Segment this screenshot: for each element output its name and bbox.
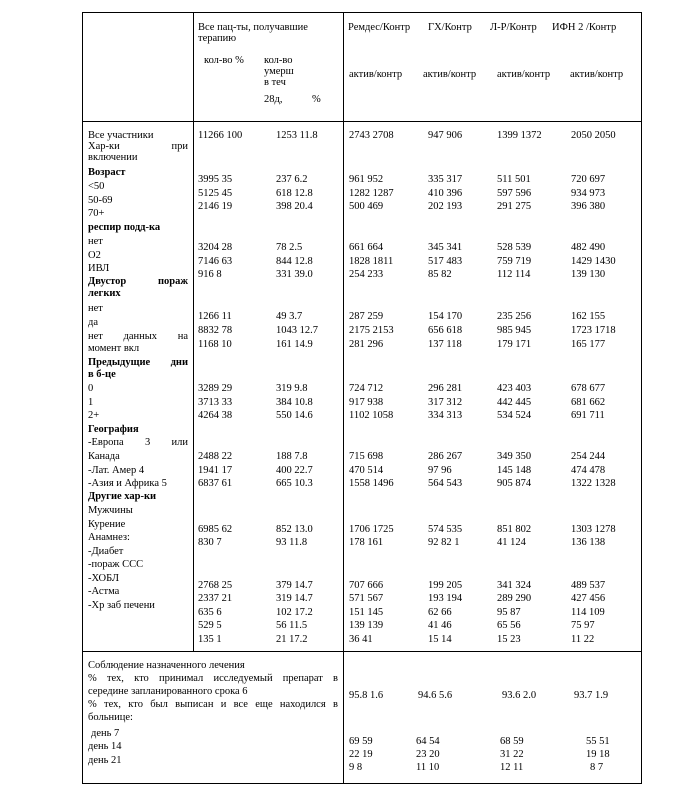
adherence-d7-ifn: 55 51 xyxy=(586,736,610,747)
table-cell: 4264 38 xyxy=(198,410,233,421)
label-smoking: Курение xyxy=(88,519,126,530)
table-cell: 93 11.8 xyxy=(276,537,308,548)
table-cell: 550 14.6 xyxy=(276,410,313,421)
table-cell: 715 698 xyxy=(349,451,384,462)
label-all: Все участники xyxy=(88,130,154,141)
label-prev-2: в б-це xyxy=(88,369,116,380)
table-cell: 916 8 xyxy=(198,269,222,280)
label-diabetes: -Диабет xyxy=(88,546,124,557)
label-char-1: Хар-ки при xyxy=(88,141,188,152)
table-cell: 3995 35 xyxy=(198,174,233,185)
table-cell: 95 87 xyxy=(497,607,521,618)
deaths-heading-3: в теч xyxy=(264,77,286,88)
adherence-title: Соблюдение назначенного лечения xyxy=(88,660,245,671)
table-cell: 656 618 xyxy=(428,325,463,336)
table-cell: 571 567 xyxy=(349,593,384,604)
table-cell: 1941 17 xyxy=(198,465,233,476)
label-prev-2plus: 2+ xyxy=(88,410,100,421)
adherence-d14-remdes: 22 19 xyxy=(349,749,373,760)
table-cell: 844 12.8 xyxy=(276,256,313,267)
label-europe-1: -Европа 3 или xyxy=(88,437,188,448)
table-cell: 179 171 xyxy=(497,339,532,350)
table-cell: 41 46 xyxy=(428,620,452,631)
table-cell: 135 1 xyxy=(198,634,222,645)
table-cell: 199 205 xyxy=(428,580,463,591)
table-cell: 564 543 xyxy=(428,478,463,489)
table-cell: 139 130 xyxy=(571,269,606,280)
table-cell: 6837 61 xyxy=(198,478,233,489)
table-cell: 237 6.2 xyxy=(276,174,308,185)
table-cell: 707 666 xyxy=(349,580,384,591)
table-cell: 162 155 xyxy=(571,311,606,322)
table-cell: 1558 1496 xyxy=(349,478,394,489)
adherence-d21-hcq: 11 10 xyxy=(416,762,440,773)
label-geo: География xyxy=(88,424,139,435)
label-nodata-1: нет данных на xyxy=(88,331,188,342)
table-cell: 335 317 xyxy=(428,174,463,185)
table-cell: 5125 45 xyxy=(198,188,233,199)
table-cell: 137 118 xyxy=(428,339,462,350)
table-cell: 291 275 xyxy=(497,201,532,212)
table-cell: 296 281 xyxy=(428,383,463,394)
table-cell: 21 17.2 xyxy=(276,634,308,645)
label-prev-0: 0 xyxy=(88,383,94,394)
label-men: Мужчины xyxy=(88,505,133,516)
table-cell: 482 490 xyxy=(571,242,606,253)
all-patients-heading-cont: терапию xyxy=(198,33,237,44)
table-cell: 384 10.8 xyxy=(276,397,313,408)
table-cell: 1399 1372 xyxy=(497,130,542,141)
table-cell: 65 56 xyxy=(497,620,521,631)
label-bilat-1: Двустор пораж xyxy=(88,276,188,287)
deaths-heading-1: кол-во xyxy=(264,55,293,66)
table-cell: 1303 1278 xyxy=(571,524,616,535)
adherence-p1-line1: % тех, кто принимал исследуемый препарат в xyxy=(88,673,338,684)
table-cell: 379 14.7 xyxy=(276,580,313,591)
adherence-d21-ifn: 8 7 xyxy=(590,762,604,773)
table-cell: 92 82 1 xyxy=(428,537,460,548)
table-cell: 331 39.0 xyxy=(276,269,313,280)
table-cell: 188 7.8 xyxy=(276,451,308,462)
table-cell: 400 22.7 xyxy=(276,465,313,476)
label-bilat-2: легких xyxy=(88,288,121,299)
table-cell: 1723 1718 xyxy=(571,325,616,336)
label-other: Другие хар-ки xyxy=(88,491,157,502)
active-control-heading-3: актив/контр xyxy=(497,69,551,80)
table-cell: 427 456 xyxy=(571,593,606,604)
table-cell: 286 267 xyxy=(428,451,463,462)
table-cell: 470 514 xyxy=(349,465,384,476)
table-cell: 97 96 xyxy=(428,465,452,476)
table-cell: 574 535 xyxy=(428,524,463,535)
table-cell: 112 114 xyxy=(497,269,531,280)
adherence-d14-hcq: 23 20 xyxy=(416,749,440,760)
table-cell: 1828 1811 xyxy=(349,256,394,267)
table-cell: 528 539 xyxy=(497,242,532,253)
table-cell: 349 350 xyxy=(497,451,532,462)
table-cell: 517 483 xyxy=(428,256,463,267)
adherence-mid-remdes: 95.8 1.6 xyxy=(349,690,384,701)
label-age-70plus: 70+ xyxy=(88,208,105,219)
table-cell: 961 952 xyxy=(349,174,384,185)
table-cell: 474 478 xyxy=(571,465,606,476)
trial-ifn-heading: ИФН 2 /Контр xyxy=(552,22,617,33)
table-cell: 3289 29 xyxy=(198,383,233,394)
table-cell: 62 66 xyxy=(428,607,452,618)
adherence-p2-line2: больнице: xyxy=(88,712,133,723)
table-cell: 49 3.7 xyxy=(276,311,303,322)
deaths-heading-2: умерш xyxy=(264,66,294,77)
table-cell: 830 7 xyxy=(198,537,222,548)
label-liver: -Хр заб печени xyxy=(88,600,155,611)
table-cell: 489 537 xyxy=(571,580,606,591)
adherence-p1-line2: середине запланированного срока 6 xyxy=(88,686,248,697)
adherence-day21: день 21 xyxy=(88,755,122,766)
table-cell: 15 14 xyxy=(428,634,452,645)
label-cvd: -пораж ССС xyxy=(88,559,144,570)
adherence-d14-lr: 31 22 xyxy=(500,749,524,760)
table-cell: 11266 100 xyxy=(198,130,243,141)
deaths-pct-heading: % xyxy=(312,94,321,105)
table-cell: 1429 1430 xyxy=(571,256,616,267)
table-cell: 287 259 xyxy=(349,311,384,322)
count-pct-heading: кол-во % xyxy=(204,55,244,66)
label-europe-2: Канада xyxy=(88,451,120,462)
table-cell: 85 82 xyxy=(428,269,452,280)
table-cell: 319 14.7 xyxy=(276,593,313,604)
label-asthma: -Астма xyxy=(88,586,120,597)
adherence-d21-lr: 12 11 xyxy=(500,762,524,773)
label-age-50-69: 50-69 xyxy=(88,195,113,206)
label-history: Анамнез: xyxy=(88,532,130,543)
table-cell: 165 177 xyxy=(571,339,606,350)
table-cell: 7146 63 xyxy=(198,256,233,267)
trial-hcq-heading: ГХ/Контр xyxy=(428,22,472,33)
table-cell: 2337 21 xyxy=(198,593,233,604)
adherence-d21-remdes: 9 8 xyxy=(349,762,363,773)
label-char-2: включении xyxy=(88,152,138,163)
table-cell: 345 341 xyxy=(428,242,463,253)
table-cell: 934 973 xyxy=(571,188,606,199)
table-cell: 529 5 xyxy=(198,620,222,631)
adherence-d7-remdes: 69 59 xyxy=(349,736,373,747)
table-cell: 161 14.9 xyxy=(276,339,313,350)
table-cell: 151 145 xyxy=(349,607,384,618)
table-cell: 396 380 xyxy=(571,201,606,212)
column-divider-2 xyxy=(343,13,344,784)
table-cell: 8832 78 xyxy=(198,325,233,336)
table-cell: 398 20.4 xyxy=(276,201,313,212)
label-prev-1day: 1 xyxy=(88,397,94,408)
table-cell: 289 290 xyxy=(497,593,532,604)
table-cell: 1282 1287 xyxy=(349,188,394,199)
header-divider xyxy=(83,121,641,122)
table-cell: 851 802 xyxy=(497,524,532,535)
deaths-heading-4: 28д, xyxy=(264,94,283,105)
label-asia-africa: -Азия и Африка 5 xyxy=(88,478,167,489)
table-cell: 905 874 xyxy=(497,478,532,489)
table-cell: 423 403 xyxy=(497,383,532,394)
table-cell: 661 664 xyxy=(349,242,384,253)
table-cell: 15 23 xyxy=(497,634,521,645)
adherence-mid-lr: 93.6 2.0 xyxy=(502,690,537,701)
table-cell: 852 13.0 xyxy=(276,524,313,535)
table-cell: 281 296 xyxy=(349,339,384,350)
label-bilat-yes: да xyxy=(88,317,99,328)
table-cell: 2050 2050 xyxy=(571,130,616,141)
table-cell: 1322 1328 xyxy=(571,478,616,489)
table-cell: 511 501 xyxy=(497,174,531,185)
table-cell: 2743 2708 xyxy=(349,130,394,141)
table-cell: 78 2.5 xyxy=(276,242,303,253)
table-cell: 410 396 xyxy=(428,188,463,199)
table-cell: 2175 2153 xyxy=(349,325,394,336)
label-prev-1: Предыдущие дни xyxy=(88,357,188,368)
table-cell: 1102 1058 xyxy=(349,410,394,421)
table-cell: 681 662 xyxy=(571,397,606,408)
table-cell: 985 945 xyxy=(497,325,532,336)
label-resp-ivl: ИВЛ xyxy=(88,263,110,274)
active-control-heading-2: актив/контр xyxy=(423,69,477,80)
table-cell: 2768 25 xyxy=(198,580,233,591)
table-cell: 2488 22 xyxy=(198,451,233,462)
label-resp: респир подд-ка xyxy=(88,222,161,233)
label-age-under50: <50 xyxy=(88,181,105,192)
table-cell: 235 256 xyxy=(497,311,532,322)
table-cell: 759 719 xyxy=(497,256,532,267)
table-cell: 665 10.3 xyxy=(276,478,313,489)
table-cell: 6985 62 xyxy=(198,524,233,535)
label-age: Возраст xyxy=(88,167,126,178)
table-cell: 11 22 xyxy=(571,634,595,645)
table-cell: 75 97 xyxy=(571,620,595,631)
table-cell: 319 9.8 xyxy=(276,383,308,394)
table-cell: 178 161 xyxy=(349,537,384,548)
label-copd: -ХОБЛ xyxy=(88,573,120,584)
table-cell: 635 6 xyxy=(198,607,222,618)
table-cell: 202 193 xyxy=(428,201,463,212)
table-cell: 154 170 xyxy=(428,311,463,322)
label-bilat-no: нет xyxy=(88,303,103,314)
table-cell: 2146 19 xyxy=(198,201,233,212)
table-cell: 3713 33 xyxy=(198,397,233,408)
table-cell: 56 11.5 xyxy=(276,620,308,631)
active-control-heading-1: актив/контр xyxy=(349,69,403,80)
table-cell: 1168 10 xyxy=(198,339,232,350)
table-cell: 41 124 xyxy=(497,537,526,548)
table-cell: 114 109 xyxy=(571,607,605,618)
table-cell: 1706 1725 xyxy=(349,524,394,535)
adherence-day14: день 14 xyxy=(88,741,122,752)
table-cell: 678 677 xyxy=(571,383,606,394)
table-cell: 193 194 xyxy=(428,593,463,604)
table-cell: 1043 12.7 xyxy=(276,325,318,336)
table-cell: 102 17.2 xyxy=(276,607,313,618)
table-cell: 254 244 xyxy=(571,451,606,462)
adherence-p2-line1: % тех, кто был выписан и все еще находился в xyxy=(88,699,338,710)
table-cell: 442 445 xyxy=(497,397,532,408)
label-resp-none: нет xyxy=(88,236,103,247)
table-cell: 136 138 xyxy=(571,537,606,548)
adherence-d7-lr: 68 59 xyxy=(500,736,524,747)
table-cell: 691 711 xyxy=(571,410,605,421)
table-cell: 139 139 xyxy=(349,620,384,631)
table-cell: 3204 28 xyxy=(198,242,233,253)
table-cell: 1266 11 xyxy=(198,311,232,322)
table-cell: 534 524 xyxy=(497,410,532,421)
table-cell: 317 312 xyxy=(428,397,463,408)
table-cell: 254 233 xyxy=(349,269,384,280)
table-cell: 597 596 xyxy=(497,188,532,199)
table-cell: 341 324 xyxy=(497,580,532,591)
adherence-d14-ifn: 19 18 xyxy=(586,749,610,760)
table-cell: 334 313 xyxy=(428,410,463,421)
all-patients-heading: Все пац-ты, получавшие xyxy=(198,22,308,33)
adherence-mid-ifn: 93.7 1.9 xyxy=(574,690,609,701)
adherence-divider xyxy=(83,651,641,652)
table-cell: 1253 11.8 xyxy=(276,130,318,141)
table-cell: 720 697 xyxy=(571,174,606,185)
table-cell: 36 41 xyxy=(349,634,373,645)
label-nodata-2: момент вкл xyxy=(88,343,140,354)
table-cell: 145 148 xyxy=(497,465,532,476)
active-control-heading-4: актив/контр xyxy=(570,69,624,80)
trial-remdesivir-heading: Ремдес/Контр xyxy=(348,22,411,33)
trial-lr-heading: Л-Р/Контр xyxy=(490,22,537,33)
table-cell: 618 12.8 xyxy=(276,188,313,199)
adherence-day7: день 7 xyxy=(91,728,120,739)
column-divider-1 xyxy=(193,13,194,651)
table-cell: 724 712 xyxy=(349,383,384,394)
table-cell: 500 469 xyxy=(349,201,384,212)
table-cell: 917 938 xyxy=(349,397,384,408)
table-cell: 947 906 xyxy=(428,130,463,141)
adherence-mid-hcq: 94.6 5.6 xyxy=(418,690,453,701)
adherence-d7-hcq: 64 54 xyxy=(416,736,440,747)
label-resp-o2: О2 xyxy=(88,250,101,261)
label-latam: -Лат. Амер 4 xyxy=(88,465,145,476)
